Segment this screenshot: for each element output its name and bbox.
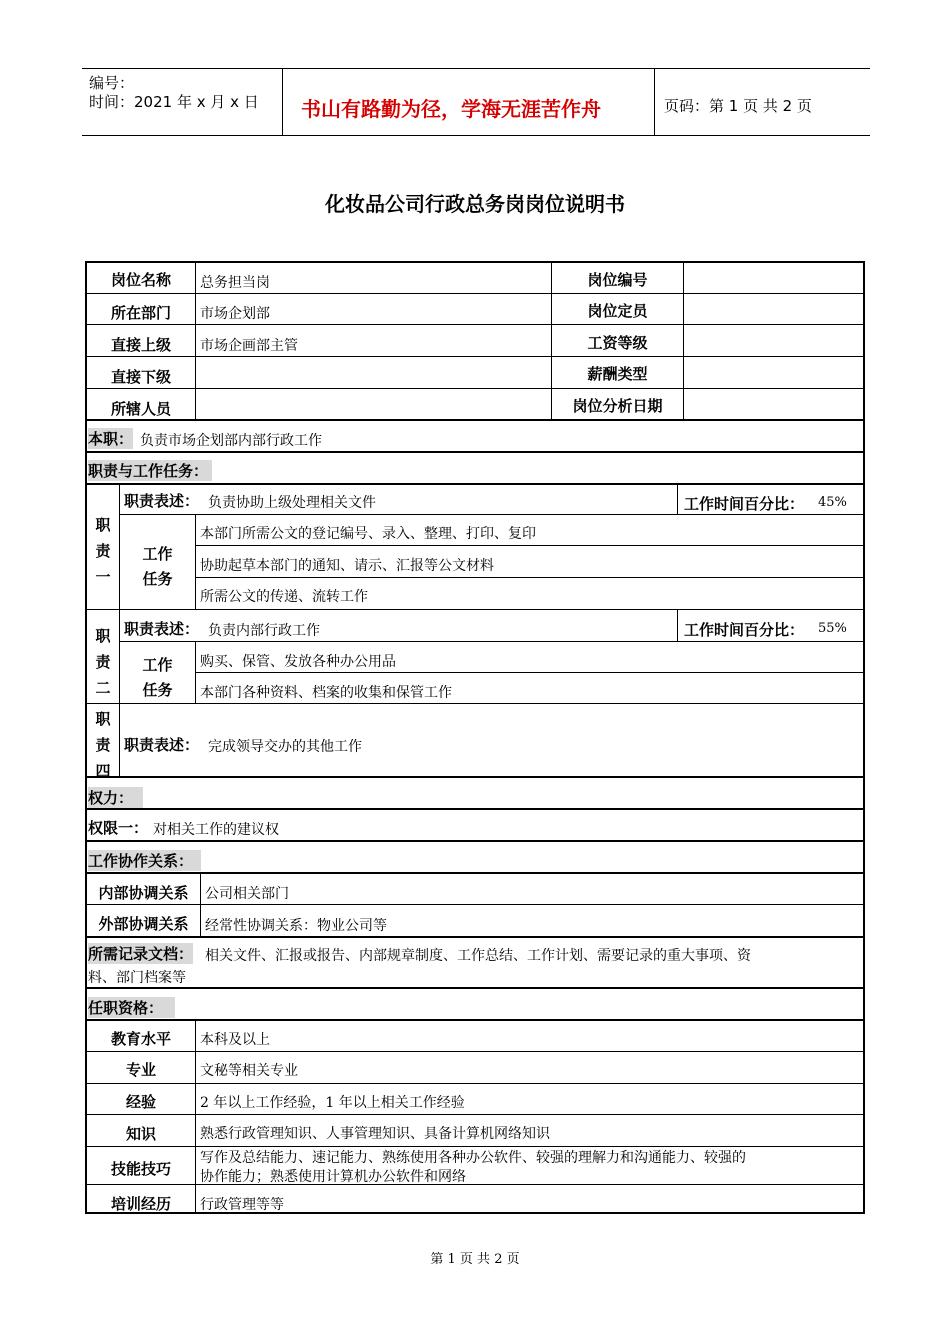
duty1-side-char: 责: [95, 542, 111, 560]
grade-label: 工资等级: [587, 334, 648, 352]
row-line: [86, 356, 864, 357]
row-line: [86, 388, 864, 389]
duty1-pct-value: 45%: [818, 495, 847, 510]
external-relation-label: 外部协调关系: [98, 915, 189, 933]
major-label: 专业: [125, 1061, 156, 1079]
col-line: [200, 874, 201, 936]
section-line: [86, 987, 864, 989]
qualifications-section-header: 任职资格：: [88, 997, 175, 1018]
row-line: [86, 609, 864, 610]
section-line: [86, 483, 864, 485]
col-line: [683, 262, 684, 419]
row-line: [86, 703, 864, 704]
row-line: [86, 324, 864, 325]
experience-label: 经验: [125, 1093, 156, 1111]
section-line: [86, 808, 864, 810]
duty2-desc-text: 负责内部行政工作: [208, 623, 320, 639]
dept-label: 所在部门: [110, 304, 171, 322]
row-line: [86, 1083, 864, 1084]
duty2-task-label: [120, 653, 195, 703]
duties-section-header: 职责与工作任务：: [88, 460, 212, 481]
superior-value: 市场企画部主管: [200, 338, 298, 354]
skills-line-2: 协作能力；熟悉使用计算机办公软件和网络: [200, 1169, 466, 1185]
col-line: [119, 485, 120, 776]
col-line: [677, 485, 678, 514]
skills-label: 技能技巧: [110, 1160, 171, 1178]
header-motto: 书山有路勤为径，学海无涯苦作舟: [301, 97, 601, 121]
col-line: [195, 1021, 196, 1214]
analysis-date-label: 岗位分析日期: [572, 397, 663, 415]
row-line: [86, 293, 864, 294]
duty1-desc-text: 负责协助上级处理相关文件: [208, 495, 376, 511]
power-text: 对相关工作的建议权: [153, 822, 279, 838]
post-name-label: 岗位名称: [110, 271, 171, 289]
document-title: 化妆品公司行政总务岗岗位说明书: [325, 192, 625, 216]
experience-value: 2 年以上工作经验，1 年以上相关工作经验: [200, 1095, 465, 1111]
major-value: 文秘等相关专业: [200, 1063, 298, 1079]
duty2-task-label-line: 工作: [142, 656, 173, 674]
header-divider-left: [282, 68, 283, 136]
header-bottom-rule: [82, 135, 870, 136]
section-line: [86, 840, 864, 842]
knowledge-value: 熟悉行政管理知识、人事管理知识、具备计算机网络知识: [200, 1126, 550, 1142]
duty2-desc-label: 职责表述：: [124, 620, 200, 638]
staff-label: 所辖人员: [110, 400, 171, 418]
internal-relation-text: 公司相关部门: [205, 886, 289, 902]
training-label: 培训经历: [110, 1195, 171, 1213]
external-relation-text: 经常性协调关系：物业公司等: [205, 918, 387, 934]
post-no-label: 岗位编号: [587, 271, 648, 289]
row-line: [196, 577, 864, 578]
header-divider-right: [654, 68, 655, 136]
duty-main-text: 负责市场企划部内部行政工作: [140, 433, 322, 449]
duty2-task-1: 购买、保管、发放各种办公用品: [200, 654, 396, 670]
row-line: [120, 514, 864, 515]
duty1-task-1: 本部门所需公文的登记编号、录入、整理、打印、复印: [200, 526, 536, 542]
row-line: [196, 545, 864, 546]
table-top-border: [85, 261, 865, 263]
duty1-desc-label: 职责表述：: [124, 492, 200, 510]
col-line: [677, 610, 678, 641]
subordinate-label: 直接下级: [110, 368, 171, 386]
section-line: [86, 451, 864, 453]
duty2-side-label: [89, 623, 117, 701]
section-line: [86, 419, 864, 421]
internal-relation-label: 内部协调关系: [98, 884, 189, 902]
section-line: [86, 936, 864, 938]
skills-line-1: 写作及总结能力、速记能力、熟练使用各种办公软件、较强的理解力和沟通能力、较强的: [200, 1150, 746, 1166]
row-line: [86, 904, 864, 905]
duty1-task-label: [120, 542, 195, 592]
duty4-desc-text: 完成领导交办的其他工作: [208, 739, 362, 755]
duty1-task-3: 所需公文的传递、流转工作: [200, 589, 368, 605]
duty1-pct-label: 工作时间百分比：: [684, 495, 805, 513]
duty4-desc-label: 职责表述：: [124, 736, 200, 754]
row-line: [86, 1114, 864, 1115]
row-line: [196, 672, 864, 673]
page-indicator: 页码：第 1 页 共 2 页: [664, 97, 812, 115]
duty4-side-label: [89, 706, 117, 784]
power-label: 权限一：: [88, 819, 149, 837]
records-label: 所需记录文档：: [88, 945, 194, 963]
col-line: [195, 515, 196, 609]
doc-number-label: 编号：: [89, 74, 135, 92]
row-line: [120, 641, 864, 642]
duty1-task-2: 协助起草本部门的通知、请示、汇报等公文材料: [200, 558, 494, 574]
duty1-task-label-line: 任务: [142, 570, 173, 588]
dept-value: 市场企划部: [200, 306, 270, 322]
education-label: 教育水平: [110, 1030, 171, 1048]
knowledge-label: 知识: [125, 1125, 156, 1143]
duty2-task-label-line: 任务: [142, 681, 173, 699]
post-name-value: 总务担当岗: [200, 275, 270, 291]
section-line: [86, 872, 864, 874]
records-line-2: 料、部门档案等: [88, 970, 186, 986]
table-right-border: [863, 261, 865, 1214]
training-value: 行政管理等等: [200, 1197, 284, 1213]
row-line: [86, 1051, 864, 1052]
pay-type-label: 薪酬类型: [587, 365, 648, 383]
col-line: [195, 262, 196, 419]
duty2-pct-label: 工作时间百分比：: [684, 621, 805, 639]
duty2-side-char: 二: [95, 679, 111, 697]
page-footer: 第 1 页 共 2 页: [430, 1252, 520, 1267]
relations-section-header: 工作协作关系：: [88, 850, 201, 871]
duty1-task-label-line: 工作: [142, 545, 173, 563]
header-top-rule: [82, 68, 870, 69]
duty2-side-char: 职: [95, 627, 111, 645]
education-value: 本科及以上: [200, 1032, 270, 1048]
section-line: [86, 1019, 864, 1021]
duty-main-label: 本职：: [88, 430, 134, 448]
duty4-side-char: 职: [95, 710, 111, 728]
quota-label: 岗位定员: [587, 302, 648, 320]
duty4-side-char: 责: [95, 736, 111, 754]
section-line: [86, 776, 864, 778]
duty2-side-char: 责: [95, 653, 111, 671]
duty1-side-char: 职: [95, 516, 111, 534]
duty1-side-label: [89, 512, 117, 590]
duty2-task-2: 本部门各种资料、档案的收集和保管工作: [200, 685, 452, 701]
duty1-side-char: 一: [95, 568, 111, 586]
duty4-side-char: 四: [95, 762, 111, 780]
duty2-pct-value: 55%: [818, 621, 847, 636]
superior-label: 直接上级: [110, 336, 171, 354]
records-line-1: 相关文件、汇报或报告、内部规章制度、工作总结、工作计划、需要记录的重大事项、资: [205, 948, 751, 964]
doc-time-label: 时间：2021 年 x 月 x 日: [89, 93, 259, 111]
power-section-header: 权力：: [88, 787, 143, 808]
